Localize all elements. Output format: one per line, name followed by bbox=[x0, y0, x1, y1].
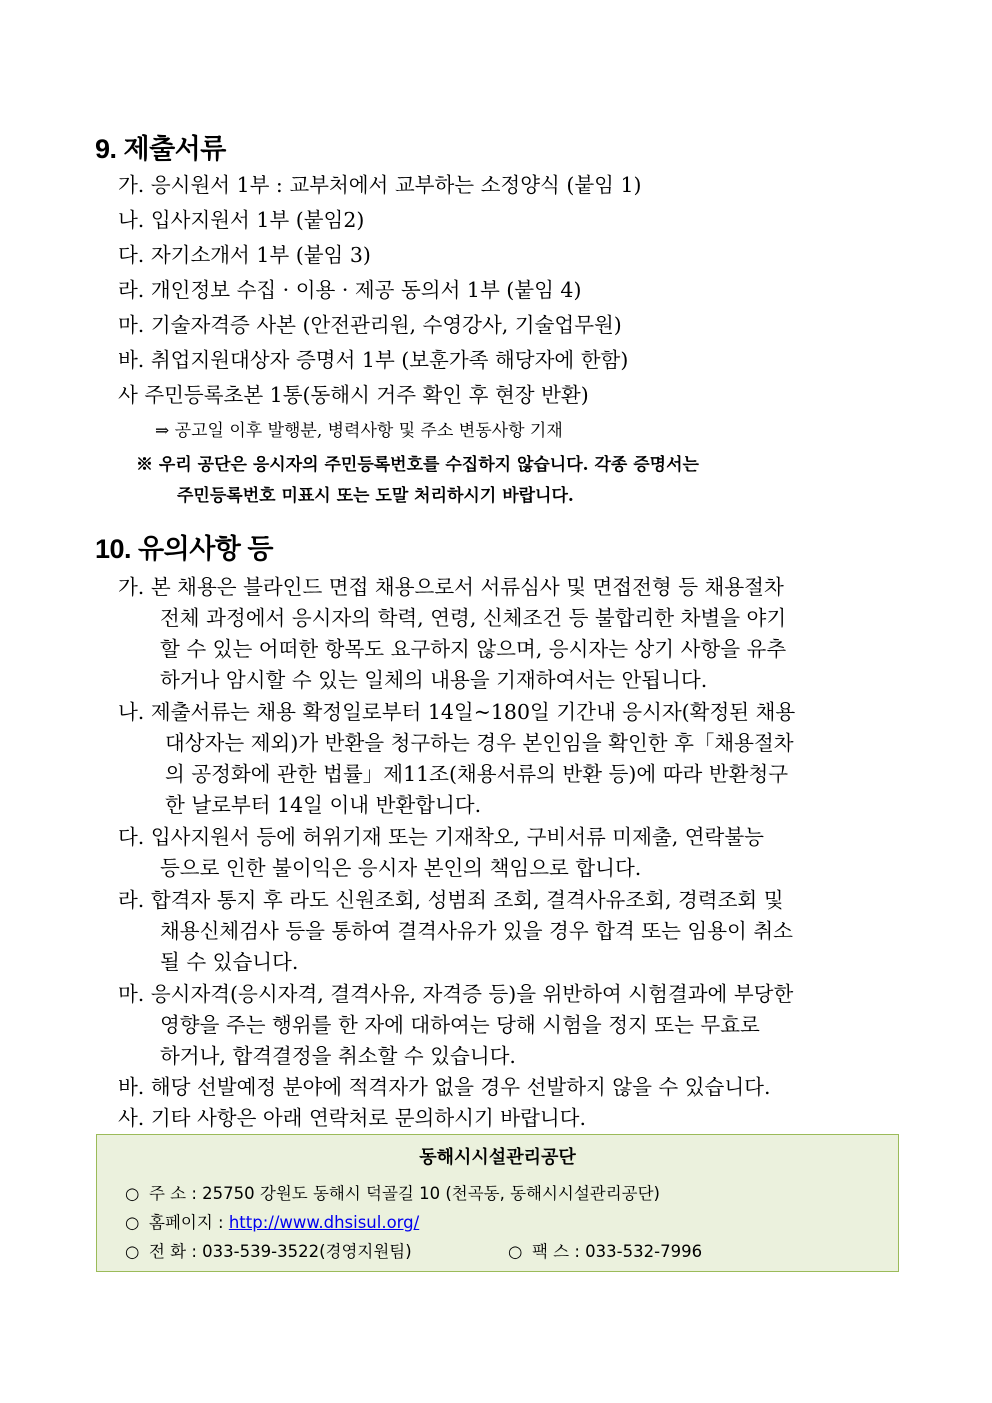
bullet-circle-icon: ○ bbox=[125, 1242, 140, 1261]
contact-box bbox=[96, 1134, 899, 1272]
section-10-line: 바. 해당 선발예정 분야에 적격자가 없을 경우 선발하지 않을 수 있습니다. bbox=[118, 1075, 771, 1099]
section-10-line: 될 수 있습니다. bbox=[160, 950, 299, 974]
homepage-separator: : bbox=[218, 1213, 224, 1232]
section-10-line: 나. 제출서류는 채용 확정일로부터 14일~180일 기간내 응시자(확정된 채용 bbox=[118, 700, 796, 724]
section-9-item-da: 다. 자기소개서 1부 (붙임 3) bbox=[118, 243, 371, 267]
address-value: : 25750 강원도 동해시 덕골길 10 (천곡동, 동해시시설관리공단) bbox=[191, 1184, 660, 1203]
phone-label: 전 화 bbox=[149, 1242, 187, 1261]
fax-value: : 033-532-7996 bbox=[574, 1242, 703, 1261]
section-9-item-ga: 가. 응시원서 1부 : 교부처에서 교부하는 소정양식 (붙임 1) bbox=[118, 173, 642, 197]
section-9-item-na: 나. 입사지원서 1부 (붙임2) bbox=[118, 208, 365, 232]
section-10-line: 한 날로부터 14일 이내 반환합니다. bbox=[165, 793, 482, 817]
section-9-item-sa: 사 주민등록초본 1통(동해시 거주 확인 후 현장 반환) bbox=[118, 383, 589, 407]
section-10-line: 가. 본 채용은 블라인드 면접 채용으로서 서류심사 및 면접전형 등 채용절차 bbox=[118, 575, 784, 599]
section-10-line: 마. 응시자격(응시자격, 결격사유, 자격증 등)을 위반하여 시험결과에 부당한 bbox=[118, 982, 794, 1006]
section-10-title: 10. 유의사항 등 bbox=[95, 534, 273, 564]
section-10-line: 라. 합격자 통지 후 라도 신원조회, 성범죄 조회, 결격사유조회, 경력조회 및 bbox=[118, 888, 784, 912]
section-10-line: 하거나, 합격결정을 취소할 수 있습니다. bbox=[160, 1044, 516, 1068]
bullet-circle-icon: ○ bbox=[508, 1242, 523, 1261]
fax-label: 팩 스 bbox=[532, 1242, 570, 1261]
section-10-line: 등으로 인한 불이익은 응시자 본인의 책임으로 합니다. bbox=[160, 856, 642, 880]
section-9-item-ra: 라. 개인정보 수집 · 이용 · 제공 동의서 1부 (붙임 4) bbox=[118, 278, 582, 302]
phone-value: : 033-539-3522(경영지원팀) bbox=[191, 1242, 412, 1261]
contact-address-row bbox=[125, 1181, 660, 1207]
section-10-line: 할 수 있는 어떠한 항목도 요구하지 않으며, 응시자는 상기 사항을 유추 bbox=[160, 637, 787, 661]
contact-phone-row bbox=[125, 1239, 412, 1265]
section-10-line: 하거나 암시할 수 있는 일체의 내용을 기재하여서는 안됩니다. bbox=[160, 668, 708, 692]
homepage-label: 홈페이지 bbox=[149, 1213, 213, 1232]
contact-fax-row bbox=[508, 1239, 702, 1265]
section-10-line: 대상자는 제외)가 반환을 청구하는 경우 본인임을 확인한 후「채용절차 bbox=[165, 731, 794, 755]
section-10-line: 채용신체검사 등을 통하여 결격사유가 있을 경우 합격 또는 임용이 취소 bbox=[160, 919, 793, 943]
contact-title: 동해시시설관리공단 bbox=[419, 1147, 576, 1168]
resident-number-notice-line2: 주민등록번호 미표시 또는 도말 처리하시기 바랍니다. bbox=[177, 486, 574, 506]
section-10-line: 의 공정화에 관한 법률」제11조(채용서류의 반환 등)에 따라 반환청구 bbox=[165, 762, 789, 786]
homepage-link[interactable]: http://www.dhsisul.org/ bbox=[228, 1213, 420, 1232]
address-label: 주 소 bbox=[149, 1184, 187, 1203]
section-10-line: 영향을 주는 행위를 한 자에 대하여는 당해 시험을 정지 또는 무효로 bbox=[160, 1013, 760, 1037]
bullet-circle-icon: ○ bbox=[125, 1184, 140, 1203]
section-9-subnote: ⇒ 공고일 이후 발행분, 병력사항 및 주소 변동사항 기재 bbox=[155, 421, 563, 441]
contact-homepage-row bbox=[125, 1210, 419, 1236]
section-10-line: 사. 기타 사항은 아래 연락처로 문의하시기 바랍니다. bbox=[118, 1106, 586, 1130]
bullet-circle-icon: ○ bbox=[125, 1213, 140, 1232]
section-9-item-ma: 마. 기술자격증 사본 (안전관리원, 수영강사, 기술업무원) bbox=[118, 313, 622, 337]
section-10-line: 전체 과정에서 응시자의 학력, 연령, 신체조건 등 불합리한 차별을 야기 bbox=[160, 606, 787, 630]
resident-number-notice-line1: ※ 우리 공단은 응시자의 주민등록번호를 수집하지 않습니다. 각종 증명서는 bbox=[136, 455, 699, 475]
section-10-line: 다. 입사지원서 등에 허위기재 또는 기재착오, 구비서류 미제출, 연락불능 bbox=[118, 825, 764, 849]
section-9-item-ba: 바. 취업지원대상자 증명서 1부 (보훈가족 해당자에 한함) bbox=[118, 348, 629, 372]
section-9-title: 9. 제출서류 bbox=[95, 134, 226, 164]
